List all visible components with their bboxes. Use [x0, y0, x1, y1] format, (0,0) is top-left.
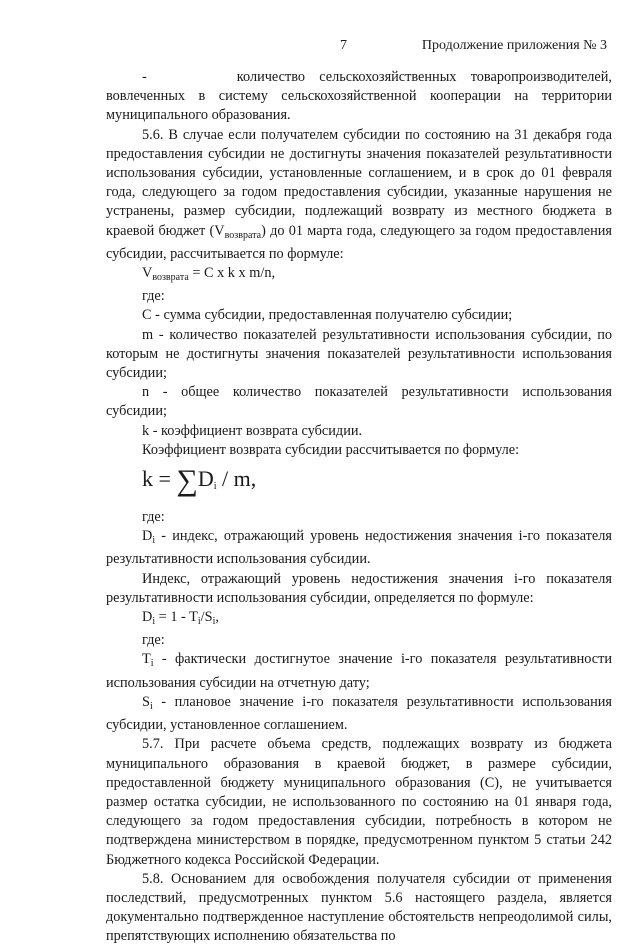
definition-m: m - количество показателей результативности использования субсидии, по которым не достигнуты значения показателей результативности использования субсидии; [106, 326, 612, 382]
where-label-2: где: [142, 509, 165, 526]
definition-di: $D_i$ - индекс, отражающий уровень недостижения значения i-го показателя результативности использования субсидии. [106, 528, 612, 568]
where-label-3: где: [142, 632, 165, 649]
paragraph-cooperation: - количество сельскохозяйственных товаропроизводителей, вовлеченных в систему сельскохозяйственной кооперации на территории муниципального образования. [106, 69, 612, 124]
definition-n: n - общее количество показателей результативности использования субсидии; [106, 384, 612, 420]
document-body [106, 68, 612, 947]
di-formula-intro: Индекс, отражающий уровень недостижения значения i-го показателя результативности использования субсидии, определяется по формуле: [106, 570, 612, 606]
page-header [0, 38, 640, 58]
paragraph-5-6: 5.6. В случае если получателем субсидии по состоянию на 31 декабря года предоставления субсидии не достигнуты значения показателей результативности использования субсидии, установленные соглашением, и в срок до 01 февраля года, следующего за годом предоставления субсидии, указанные нарушения не устранены, размер субсидии, подлежащий возврату из местного бюджета в краевой бюджет $(V_{возврата})$ до 01 марта года, следующего за годом предоставления субсидии, рассчитывается по формуле: [106, 126, 612, 262]
k-formula-intro: Коэффициент возврата субсидии рассчитывается по формуле: [142, 441, 520, 458]
definition-ti: $T_i$ - фактически достигнутое значение i-го показателя результативности использования субсидии на отчетную дату; [106, 651, 612, 691]
paragraph-5-8: 5.8. Основанием для освобождения получателя субсидии от применения последствий, предусмотренных пунктом 5.6 настоящего раздела, является документально подтвержденное наступление обстоятельств непреодолимой силы, препятствующих исполнению обязательства по [106, 870, 612, 945]
where-label-1: где: [142, 288, 165, 305]
paragraph-5-7: 5.7. При расчете объема средств, подлежащих возврату из бюджета муниципального образования в краевой бюджет, в размере субсидии, предоставленной бюджету муниципального образования (C), не учитывается размер остатка субсидии, не использованного по состоянию на 01 января года, следующего за годом предоставления субсидии, потребность в котором не подтверждена министерством в порядке, предусмотренном пунктом 5 статьи 242 Бюджетного кодекса Российской Федерации. [106, 736, 612, 868]
definition-c: C - сумма субсидии, предоставленная получателю субсидии; [142, 307, 513, 324]
definition-si: $S_i$ - плановое значение i-го показателя результативности использования субсидии, установленное соглашением. [106, 693, 612, 734]
formula-di: $D_i = 1 - T_i/S_i$, [142, 609, 219, 628]
page-number: 7 [340, 38, 347, 53]
formula-return-amount: $V_{возврата} = C$ x k x m/n, [142, 265, 276, 284]
appendix-continuation: Продолжение приложения № 3 [421, 38, 607, 53]
formula-k: $k = \sum D_i / m$, [142, 464, 257, 498]
definition-k: k - коэффициент возврата субсидии. [142, 422, 363, 439]
